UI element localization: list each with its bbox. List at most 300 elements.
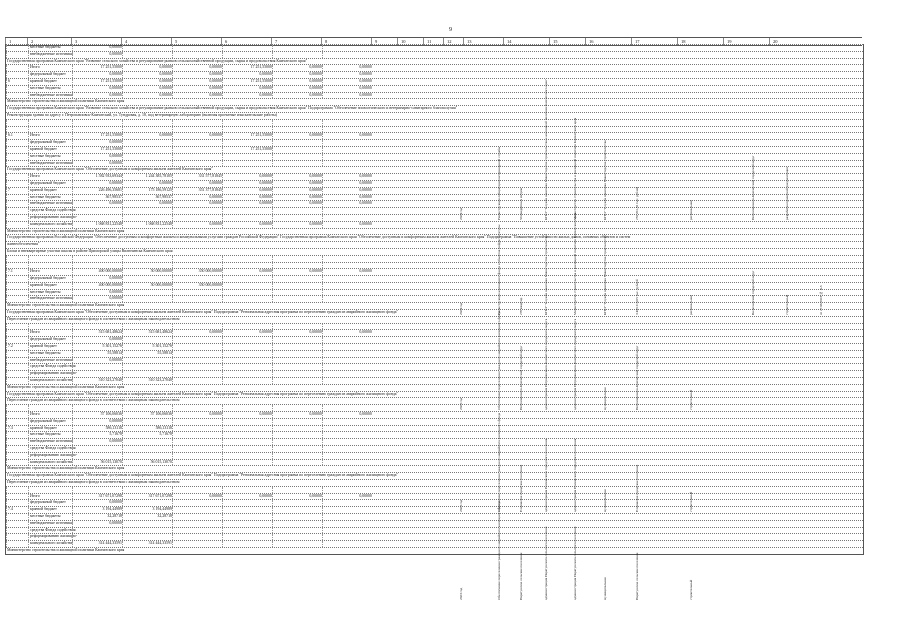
table-row bbox=[6, 105, 863, 112]
amount-cell: 57 106,06036 bbox=[72, 412, 122, 418]
amount-cell: 0,00000 bbox=[272, 181, 322, 187]
amount-cell: 0,00000 bbox=[322, 494, 372, 500]
row-number: 7.1 bbox=[6, 269, 28, 275]
rotated-cell: Реконструкция жилищного фонда и объектов инфраструктуры bbox=[497, 224, 501, 315]
section-title: Государственная программа Камчатского края "Развитие сельского хозяйства и регулирование рынков сельскохозяйственной продукции, сырья и продовольствия Камчатского края" bbox=[7, 58, 308, 63]
amount-cell: 0,00000 bbox=[272, 72, 322, 78]
amount-cell: 0,00000 bbox=[322, 181, 372, 187]
amount-cell: 0,00000 bbox=[322, 330, 372, 336]
amount-cell: 0,00000 bbox=[172, 412, 222, 418]
source-label: местные бюджеты bbox=[28, 290, 72, 296]
source-label: коммунального хозяйства bbox=[30, 221, 73, 226]
amount-cell: 0,00000 bbox=[72, 358, 122, 364]
amount-cell: 0,00000 bbox=[72, 337, 122, 343]
section-title: Министерство строительства и жилищной политики Камчатского края bbox=[7, 99, 125, 104]
amount-cell: 0,00000 bbox=[322, 174, 372, 180]
table-row bbox=[6, 289, 863, 296]
table-row bbox=[6, 472, 863, 479]
rotated-cell: региональная bbox=[689, 200, 693, 220]
amount-cell: 17 251,55000 bbox=[222, 133, 272, 139]
table-row bbox=[6, 194, 863, 201]
amount-cell: 0,00000 bbox=[72, 201, 122, 207]
source-label: Итого bbox=[28, 412, 72, 418]
amount-cell: 0,00000 bbox=[72, 72, 122, 78]
row-number: 7 bbox=[6, 188, 28, 194]
source-label: краевой бюджет bbox=[28, 507, 72, 513]
amount-cell: 0,00000 bbox=[122, 65, 172, 71]
rotated-cell: от 27.06.2018 № 4-3 bbox=[819, 285, 823, 315]
table-row bbox=[6, 126, 863, 133]
amount-cell: 0,00000 bbox=[322, 412, 372, 418]
amount-cell: 0,00000 bbox=[72, 521, 122, 527]
source-label: федеральный бюджет bbox=[28, 500, 72, 506]
amount-cell: 3 194,44989 bbox=[122, 507, 172, 513]
table-row bbox=[6, 438, 863, 445]
rotated-cell: Паратунское сельское поселение bbox=[635, 552, 639, 600]
table-row bbox=[6, 146, 863, 153]
source-label: Итого bbox=[28, 269, 72, 275]
table-row bbox=[6, 180, 863, 187]
header-cell: 6 bbox=[221, 38, 271, 45]
amount-cell: 0,00000 bbox=[122, 79, 172, 85]
table-row bbox=[6, 493, 863, 500]
source-label: коммунального хозяйства bbox=[30, 378, 73, 383]
amount-cell: 367,98537 bbox=[72, 195, 122, 201]
amount-cell: 1 582 933,69344 bbox=[72, 174, 122, 180]
source-label: краевой бюджет bbox=[28, 283, 72, 289]
amount-cell: 5 301,15276 bbox=[122, 344, 172, 350]
table-row bbox=[6, 112, 863, 119]
section-title: Министерство строительства и жилищной политики Камчатского края bbox=[7, 547, 125, 552]
amount-cell: 0,00000 bbox=[222, 195, 272, 201]
source-label: местные бюджеты bbox=[28, 154, 72, 160]
table-row bbox=[6, 350, 863, 357]
table-row bbox=[6, 71, 863, 78]
rotated-cell: администрация Петропавловск-Камчатского городского округа bbox=[544, 318, 548, 410]
section-title: Министерство строительства и жилищной политики Камчатского края bbox=[7, 384, 125, 389]
rotated-cell: Обеспечение переселения граждан из аварийного жилищного фонда bbox=[497, 310, 501, 410]
table-row bbox=[6, 200, 863, 207]
table-row bbox=[6, 207, 863, 214]
rotated-cell: КГКУ "Служба заказчика Министерства строительства" bbox=[603, 233, 607, 315]
amount-cell: 331 577,81845 bbox=[172, 174, 222, 180]
rotated-cell: КГКУ "Служба заказчика Министерства строительства" bbox=[603, 138, 607, 220]
amount-cell: 0,00000 bbox=[72, 296, 122, 302]
source-label: федеральный бюджет bbox=[28, 276, 72, 282]
table-row bbox=[6, 391, 863, 398]
table-row bbox=[6, 262, 863, 269]
amount-cell: 17 251,55000 bbox=[72, 147, 122, 153]
amount-cell: 351 377,81845 bbox=[172, 188, 222, 194]
rotated-cell: 2024 год bbox=[459, 207, 463, 220]
table-row bbox=[6, 465, 863, 472]
source-label: местные бюджеты bbox=[28, 195, 72, 201]
rotated-cell: Вилючинский городской округ bbox=[751, 270, 755, 315]
source-label: местные бюджеты bbox=[28, 351, 72, 357]
amount-cell: 0,00000 bbox=[272, 412, 322, 418]
source-label: местные бюджеты bbox=[28, 86, 72, 92]
table-row bbox=[6, 479, 863, 486]
source-label: Итого bbox=[28, 133, 72, 139]
amount-cell: 350 000,00000 bbox=[172, 283, 222, 289]
amount-cell: 0,00000 bbox=[222, 330, 272, 336]
source-label: федеральный бюджет bbox=[28, 419, 72, 425]
rotated-cell: строительный bbox=[689, 491, 693, 512]
amount-cell: 0,00000 bbox=[272, 93, 322, 99]
source-label: Итого bbox=[28, 65, 72, 71]
source-label: местные бюджеты bbox=[28, 432, 72, 438]
rotated-cell: администрация Елизовского городского поселения bbox=[573, 438, 577, 512]
amount-cell: 0,00000 bbox=[72, 500, 122, 506]
rotated-cell: 2023 год bbox=[459, 397, 463, 410]
table-row bbox=[6, 418, 863, 425]
table-row bbox=[6, 248, 863, 255]
amount-cell: 17 251,55000 bbox=[72, 133, 122, 139]
amount-cell: 0,00000 bbox=[272, 201, 322, 207]
header-cell: 11 bbox=[423, 38, 443, 45]
amount-cell: 0,00000 bbox=[322, 188, 372, 194]
table-row bbox=[6, 547, 863, 554]
table-row bbox=[6, 119, 863, 126]
amount-cell: 0,00000 bbox=[222, 174, 272, 180]
section-title: Министерство строительства и жилищной политики Камчатского края bbox=[7, 466, 125, 471]
amount-cell: 55,58814 bbox=[72, 351, 122, 357]
source-label: коммунального хозяйства bbox=[30, 541, 73, 546]
page-number: 9 bbox=[449, 27, 452, 33]
amount-cell: 0,00000 bbox=[322, 86, 372, 92]
table-row bbox=[6, 343, 863, 350]
table-row bbox=[6, 323, 863, 330]
amount-cell: 1 068 831,22548 bbox=[122, 222, 172, 228]
header-cell: 5 bbox=[171, 38, 221, 45]
rotated-cell: Паратунское сельское поселение bbox=[519, 552, 523, 600]
amount-cell: 0,00000 bbox=[172, 494, 222, 500]
rotated-cell: администрация Петропавловск-Камчатского городского округа bbox=[573, 318, 577, 410]
section-title: Государственная программа Российской Федерации "Обеспечение доступным и комфортным жильем и коммунальными услугами граждан Российской Федерации" Государственная программа Камчатского края "Обеспечение доступным и комфортным жильем жителей Камчатского края" Подпрограмма "Повышение устойчивости жилых домов, основных объектов и систем bbox=[7, 235, 631, 240]
table-row bbox=[6, 540, 863, 547]
rotated-cell: муниципальная bbox=[603, 489, 607, 512]
header-cell: 17 bbox=[631, 38, 677, 45]
source-label: средства Фонда содействия bbox=[30, 364, 76, 369]
amount-cell: 0,00000 bbox=[222, 201, 272, 207]
amount-cell: 0,00000 bbox=[172, 79, 222, 85]
amount-cell: 0,00000 bbox=[72, 276, 122, 282]
amount-cell: 0,00000 bbox=[72, 161, 122, 167]
source-label: реформированию жилищно- bbox=[30, 452, 78, 457]
amount-cell: 515 681,48624 bbox=[72, 330, 122, 336]
table-row bbox=[6, 506, 863, 513]
rotated-cell: разработка проектной документации bbox=[785, 166, 789, 220]
header-cell: 16 bbox=[585, 38, 631, 45]
amount-cell: 0,00000 bbox=[72, 86, 122, 92]
table-row bbox=[6, 187, 863, 194]
amount-cell: 0,00000 bbox=[122, 86, 172, 92]
table-row bbox=[6, 268, 863, 275]
amount-cell: 0,00000 bbox=[272, 494, 322, 500]
table-row bbox=[6, 486, 863, 493]
section-title: Министерство строительства и жилищной политики Камчатского края bbox=[7, 228, 125, 233]
table-row bbox=[6, 58, 863, 65]
table-row bbox=[6, 302, 863, 309]
section-title: Переселение граждан из аварийного жилищного фонда в соответствии с жилищным законодательством bbox=[7, 398, 180, 403]
amount-cell: 0,00000 bbox=[322, 201, 372, 207]
amount-cell: 317 671,07298 bbox=[72, 494, 122, 500]
source-label: внебюджетные источники bbox=[30, 439, 74, 444]
table-row bbox=[6, 431, 863, 438]
amount-cell: 0,00000 bbox=[172, 72, 222, 78]
table-row bbox=[6, 384, 863, 391]
table-row bbox=[6, 64, 863, 71]
amount-cell: 57 106,06036 bbox=[122, 412, 172, 418]
table-row bbox=[6, 377, 863, 384]
rotated-cell: Петропавловск-Камчатский городской округ bbox=[751, 155, 755, 220]
amount-cell: 226 496,35681 bbox=[72, 188, 122, 194]
rotated-cell: Елизовское городское поселение bbox=[635, 464, 639, 512]
source-label: краевой бюджет bbox=[28, 188, 72, 194]
amount-cell: 0,00000 bbox=[322, 72, 372, 78]
rotated-cell: администрация Паратунского сельского поселения bbox=[544, 526, 548, 600]
amount-cell: 0,00000 bbox=[72, 93, 122, 99]
amount-cell: 0,00000 bbox=[222, 86, 272, 92]
rotated-cell: 255 201,55 тыс. рублей bbox=[635, 186, 639, 220]
table-row bbox=[6, 166, 863, 173]
section-title: Переселение граждан из аварийного жилищного фонда в соответствии с жилищным законодательством bbox=[7, 316, 180, 321]
source-label: коммунального хозяйства bbox=[30, 459, 73, 464]
amount-cell: 5 301,15276 bbox=[72, 344, 122, 350]
section-title: Переселение граждан из аварийного жилищного фонда в соответствии с жилищным законодательством bbox=[7, 480, 180, 484]
source-label: краевой бюджет bbox=[28, 79, 72, 85]
table-row bbox=[6, 160, 863, 167]
section-title: Государственная программа Камчатского края "Обеспечение доступным и комфортным жильем жителей Камчатского края" bbox=[7, 167, 213, 172]
table-row bbox=[6, 78, 863, 85]
source-label: внебюджетные источники bbox=[30, 520, 74, 525]
header-cell: 14 bbox=[503, 38, 549, 45]
header-cell: 2 bbox=[27, 38, 71, 45]
amount-cell: 32,28718 bbox=[122, 514, 172, 520]
amount-cell: 0,00000 bbox=[172, 222, 222, 228]
amount-cell: 0,00000 bbox=[122, 133, 172, 139]
section-title: Государственная программа Камчатского края "Обеспечение доступным и комфортным жильем жителей Камчатского края" Подпрограмма "Региональная адресная программа по переселению граждан из аварийного жилищного фонда" bbox=[7, 473, 399, 478]
rotated-cell: Обеспечение переселения граждан из аварийного жилищного фонда bbox=[497, 500, 501, 600]
rotated-cell: Петропавловск-Камчатский городской округ bbox=[519, 345, 523, 410]
amount-cell: 0,00000 bbox=[172, 201, 222, 207]
amount-cell: 1 068 831,22548 bbox=[72, 222, 122, 228]
amount-cell: 0,00000 bbox=[272, 330, 322, 336]
amount-cell: 0,00000 bbox=[222, 188, 272, 194]
amount-cell: 0,00000 bbox=[172, 330, 222, 336]
section-title: жизнеобеспечения" bbox=[7, 242, 40, 247]
amount-cell: 314 444,33591 bbox=[72, 541, 122, 547]
amount-cell: 0,00000 bbox=[222, 222, 272, 228]
amount-cell: 3 194,44989 bbox=[72, 507, 122, 513]
amount-cell: 0,00000 bbox=[322, 269, 372, 275]
table-row bbox=[6, 51, 863, 58]
rotated-cell: КГКУ "Служба заказчика Министерства строительства" bbox=[544, 233, 548, 315]
amount-cell: 50 000,00000 bbox=[122, 269, 172, 275]
source-label: краевой бюджет bbox=[28, 147, 72, 153]
source-label: реформированию жилищно- bbox=[30, 534, 78, 539]
source-label: средства Фонда содействия bbox=[30, 446, 76, 451]
amount-cell: 0,00000 bbox=[72, 419, 122, 425]
table-row bbox=[6, 221, 863, 228]
source-label: реформированию жилищно- bbox=[30, 214, 78, 219]
source-label: Итого bbox=[28, 330, 72, 336]
table-row bbox=[6, 132, 863, 139]
rotated-cell: региональная bbox=[689, 295, 693, 315]
table-row bbox=[6, 527, 863, 534]
amount-cell: 0,00000 bbox=[72, 140, 122, 146]
table-row bbox=[6, 139, 863, 146]
header-cell: 8 bbox=[321, 38, 371, 45]
rotated-cell: муниципальная bbox=[603, 387, 607, 410]
amount-cell: 0,00000 bbox=[272, 174, 322, 180]
table-row bbox=[6, 92, 863, 99]
table-row bbox=[6, 499, 863, 506]
amount-cell: 400 000,00000 bbox=[72, 269, 122, 275]
row-number: 6 bbox=[6, 79, 28, 85]
source-label: средства Фонда содействия bbox=[30, 527, 76, 532]
rotated-cell: КГКУ "Служба заказчика Министерства строительства и жилищной политики Камчатского края" bbox=[544, 78, 548, 220]
table-row bbox=[6, 363, 863, 370]
section-title: Государственная программа Камчатского края "Обеспечение доступным и комфортным жильем жителей Камчатского края" Подпрограмма "Региональная адресная программа по переселению граждан из аварийного жилищного фонда" bbox=[7, 391, 399, 396]
section-title: Министерство строительства и жилищной политики Камчатского края bbox=[7, 303, 125, 308]
rotated-cell: строительный bbox=[785, 294, 789, 315]
rotated-cell: 2023 год bbox=[459, 499, 463, 512]
amount-cell: 175 186,59125 bbox=[122, 188, 172, 194]
table-row bbox=[6, 153, 863, 160]
table-row bbox=[6, 228, 863, 235]
table-row bbox=[6, 459, 863, 466]
amount-cell: 314 444,33591 bbox=[122, 541, 172, 547]
amount-cell: 0,00000 bbox=[222, 181, 272, 187]
table-row bbox=[6, 234, 863, 241]
source-label: внебюджетные источники bbox=[30, 296, 74, 301]
source-label: Итого bbox=[28, 174, 72, 180]
amount-cell: 0,00000 bbox=[222, 269, 272, 275]
amount-cell: 17 251,55000 bbox=[222, 147, 272, 153]
amount-cell: 510 323,27040 bbox=[122, 378, 172, 384]
amount-cell: 0,00000 bbox=[122, 201, 172, 207]
amount-cell: 17 251,55000 bbox=[222, 65, 272, 71]
amount-cell: 0,00000 bbox=[72, 181, 122, 187]
header-cell: 12 bbox=[443, 38, 463, 45]
amount-cell: 0,00000 bbox=[72, 439, 122, 445]
header-cell: 4 bbox=[121, 38, 171, 45]
rotated-cell: строительный bbox=[689, 579, 693, 600]
source-label: местные бюджеты bbox=[28, 45, 72, 51]
table-row bbox=[6, 520, 863, 527]
header-cell: 19 bbox=[723, 38, 769, 45]
amount-cell: 0,00000 bbox=[172, 86, 222, 92]
header-cell: 3 bbox=[71, 38, 121, 45]
table-row bbox=[6, 295, 863, 302]
rotated-cell: муниципальная bbox=[603, 577, 607, 600]
header-cell: 20 bbox=[769, 38, 810, 45]
amount-cell: 515 681,48624 bbox=[122, 330, 172, 336]
amount-cell: 0,00000 bbox=[322, 133, 372, 139]
amount-cell: 0,00000 bbox=[272, 195, 322, 201]
amount-cell: 0,00000 bbox=[122, 72, 172, 78]
amount-cell: 350 000,00000 bbox=[172, 269, 222, 275]
source-label: средства Фонда содействия bbox=[30, 208, 76, 213]
rotated-cell: Министерство строительства и жилищной политики Камчатского края bbox=[573, 212, 577, 315]
header-cell: 9 bbox=[371, 38, 397, 45]
source-label: федеральный бюджет bbox=[28, 72, 72, 78]
table-row bbox=[6, 173, 863, 180]
table-row bbox=[6, 98, 863, 105]
rotated-cell: 276 квартир bbox=[519, 297, 523, 315]
source-label: внебюджетные источники bbox=[30, 357, 74, 362]
amount-cell: 0,00000 bbox=[72, 154, 122, 160]
amount-cell: 0,00000 bbox=[222, 412, 272, 418]
amount-cell: 17 251,55000 bbox=[72, 79, 122, 85]
amount-cell: 17 251,55000 bbox=[222, 79, 272, 85]
amount-cell: 0,00000 bbox=[222, 93, 272, 99]
row-number: 7.2 bbox=[6, 344, 28, 350]
amount-cell: 317 671,07298 bbox=[122, 494, 172, 500]
rotated-cell: Петропавловск-Камчатский городской округ bbox=[635, 345, 639, 410]
amount-cell: 0,00000 bbox=[72, 52, 122, 58]
rotated-cell: Елизовское городское поселение bbox=[519, 464, 523, 512]
source-label: внебюджетные источники bbox=[30, 51, 74, 56]
header-cell: 7 bbox=[271, 38, 321, 45]
amount-cell: 0,00000 bbox=[222, 494, 272, 500]
table-row bbox=[6, 275, 863, 282]
amount-cell: 17 251,55000 bbox=[72, 65, 122, 71]
table-row bbox=[6, 397, 863, 404]
table-row bbox=[6, 241, 863, 248]
amount-cell: 0,00000 bbox=[322, 195, 372, 201]
header-cell: 10 bbox=[397, 38, 423, 45]
amount-cell: 32,28718 bbox=[72, 514, 122, 520]
amount-cell: 56 015,13070 bbox=[122, 460, 172, 466]
amount-cell: 586,13118 bbox=[122, 426, 172, 432]
rotated-cell: 3 403 213,65 тыс. рублей bbox=[635, 279, 639, 315]
table-row bbox=[6, 370, 863, 377]
table-row bbox=[6, 282, 863, 289]
amount-cell: 0,00000 bbox=[272, 79, 322, 85]
table-row bbox=[6, 336, 863, 343]
amount-cell: 5,71678 bbox=[122, 432, 172, 438]
rotated-cell: администрация Паратунского сельского поселения bbox=[573, 526, 577, 600]
section-title: Блоки и внеквартирные участки школы в районе Приморской улицы Вилючинска Камчатского края bbox=[7, 248, 173, 253]
amount-cell: 586,13118 bbox=[72, 426, 122, 432]
amount-cell: 0,00000 bbox=[72, 45, 122, 51]
amount-cell: 0,00000 bbox=[272, 65, 322, 71]
amount-cell: 0,00000 bbox=[172, 65, 222, 71]
amount-cell: 50 000,00000 bbox=[122, 283, 172, 289]
amount-cell: 0,00000 bbox=[272, 86, 322, 92]
amount-cell: 0,00000 bbox=[72, 290, 122, 296]
table-row bbox=[6, 85, 863, 92]
source-label: федеральный бюджет bbox=[28, 140, 72, 146]
amount-cell: 0,00000 bbox=[322, 93, 372, 99]
table-row bbox=[6, 513, 863, 520]
header-cell: 18 bbox=[677, 38, 723, 45]
amount-cell: 0,00000 bbox=[172, 133, 222, 139]
source-label: внебюджетные источники bbox=[30, 201, 74, 206]
rotated-cell: Реконструкция лаборатории ветеринарной службы bbox=[497, 146, 501, 220]
table-row bbox=[6, 533, 863, 540]
amount-cell: 1 244 385,78105 bbox=[122, 174, 172, 180]
amount-cell: 510 323,27040 bbox=[72, 378, 122, 384]
header-cell: 15 bbox=[549, 38, 585, 45]
rotated-cell: Министерство строительства и жилищной политики Камчатского края bbox=[573, 117, 577, 220]
source-label: федеральный бюджет bbox=[28, 181, 72, 187]
amount-cell: 0,00000 bbox=[322, 79, 372, 85]
table-row bbox=[6, 445, 863, 452]
row-number: 7.3 bbox=[6, 426, 28, 432]
